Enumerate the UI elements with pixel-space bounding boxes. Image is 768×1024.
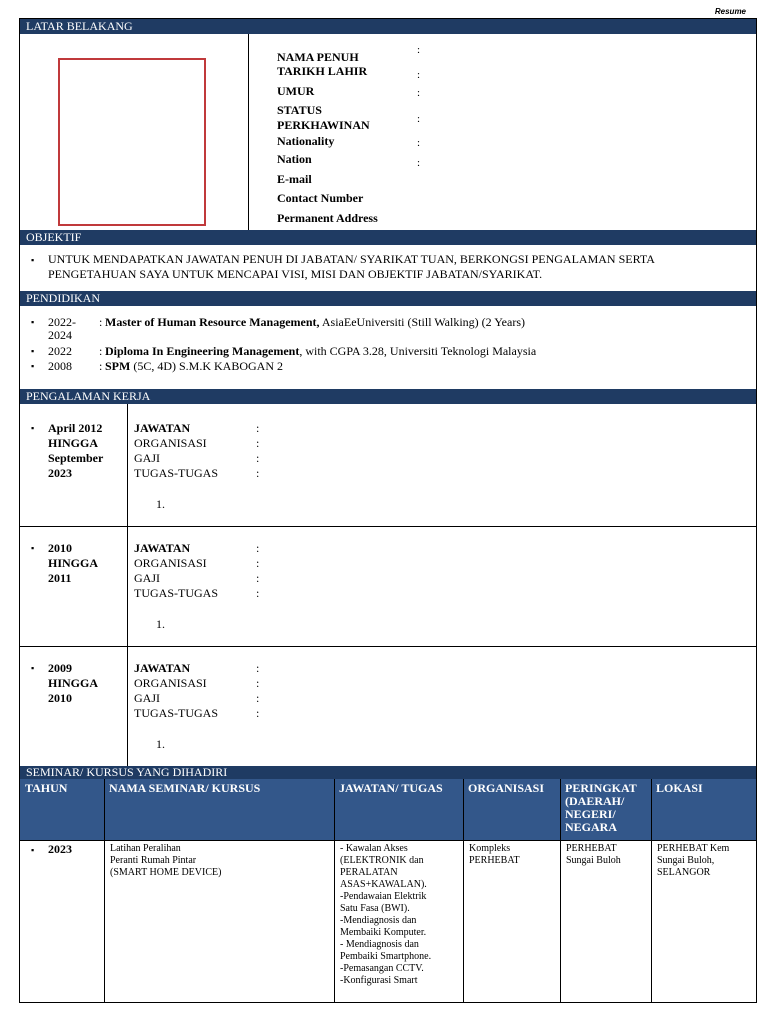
salary-label: GAJI: [134, 451, 160, 465]
education-entry: [105, 359, 283, 373]
field-colon: :: [417, 44, 421, 56]
education-qualification: Diploma In Engineering Management: [105, 344, 300, 358]
col-location-header: LOKASI: [651, 779, 756, 840]
field-colon: :: [417, 113, 421, 125]
education-entry: [105, 315, 525, 329]
duties-label: TUGAS-TUGAS: [134, 466, 218, 480]
section-header-experience: [20, 389, 756, 404]
table-cell-organisation: [463, 840, 560, 870]
cell-line: SELANGOR: [657, 867, 711, 878]
salary-label: GAJI: [134, 571, 160, 585]
bullet: ▪: [31, 317, 35, 327]
section-header-objective: [20, 230, 756, 245]
bullet: ▪: [31, 663, 35, 673]
education-qualification: SPM: [105, 359, 131, 373]
cell-line: PERALATAN: [340, 867, 398, 878]
divider: [20, 526, 756, 527]
cell-line: Kompleks: [469, 843, 511, 854]
job-colon: :: [256, 676, 260, 690]
duty-item: 1.: [156, 737, 165, 751]
section-title: PENGALAMAN KERJA: [26, 389, 151, 403]
job-colon: :: [256, 586, 260, 600]
education-year: 2024: [48, 328, 72, 342]
job-period: April 2012: [48, 421, 103, 435]
table-cell-duties: [334, 840, 463, 990]
section-title: OBJEKTIF: [26, 230, 82, 244]
salary-label: GAJI: [134, 691, 160, 705]
cell-line: -Pendawaian Elektrik: [340, 891, 427, 902]
table-cell-year: 2023: [48, 842, 72, 856]
field-colon: :: [417, 157, 421, 169]
job-colon: :: [256, 661, 260, 675]
field-label: NAMA PENUH: [277, 50, 359, 64]
job-colon: :: [256, 556, 260, 570]
divider: [20, 646, 756, 647]
table-border: [560, 779, 561, 1002]
field-colon: :: [417, 87, 421, 99]
cell-line: -Pemasangan CCTV.: [340, 963, 424, 974]
section-title: LATAR BELAKANG: [26, 19, 133, 33]
table-border: [463, 779, 464, 1002]
cell-line: -Mendiagnosis dan: [340, 915, 417, 926]
section-header-background: [20, 19, 756, 34]
cell-line: - Mendiagnosis dan: [340, 939, 419, 950]
cell-line: Peranti Rumah Pintar: [110, 855, 197, 866]
job-period: HINGGA: [48, 436, 99, 450]
duty-item: 1.: [156, 617, 165, 631]
cell-line: (SMART HOME DEVICE): [110, 867, 222, 878]
education-year: 2008: [48, 359, 72, 373]
bullet: ▪: [31, 845, 35, 855]
education-details: (5C, 4D) S.M.K KABOGAN 2: [130, 359, 284, 373]
education-year: 2022-: [48, 315, 76, 329]
job-title-label: JAWATAN: [134, 661, 191, 675]
field-label: TARIKH LAHIR: [277, 64, 368, 78]
bullet: ▪: [31, 346, 35, 356]
col-duties-header: JAWATAN/ TUGAS: [334, 779, 463, 840]
col-organisation-header: ORGANISASI: [463, 779, 560, 840]
job-title-label: JAWATAN: [134, 541, 191, 555]
bullet: ▪: [31, 543, 35, 553]
job-colon: :: [256, 466, 260, 480]
job-colon: :: [256, 436, 260, 450]
resume-label: Resume: [714, 7, 746, 16]
organisation-label: ORGANISASI: [134, 556, 207, 570]
duty-item: 1.: [156, 497, 165, 511]
job-period: 2009: [48, 661, 72, 675]
job-colon: :: [256, 421, 260, 435]
photo-placeholder: [58, 58, 206, 226]
cell-line: (ELEKTRONIK dan: [340, 855, 424, 866]
job-period: September: [48, 451, 104, 465]
cell-line: Sungai Buloh: [566, 855, 621, 866]
field-label: Nation: [277, 152, 312, 166]
table-cell-location: [651, 840, 756, 882]
divider: [248, 34, 249, 230]
field-label: Nationality: [277, 134, 335, 148]
duties-label: TUGAS-TUGAS: [134, 586, 218, 600]
resume-document: [19, 18, 757, 1003]
education-colon: :: [99, 315, 103, 329]
section-header-education: [20, 291, 756, 306]
field-colon: :: [417, 69, 421, 81]
cell-line: ASAS+KAWALAN).: [340, 879, 427, 890]
education-colon: :: [99, 344, 103, 358]
job-colon: :: [256, 541, 260, 555]
organisation-label: ORGANISASI: [134, 436, 207, 450]
education-details: AsiaEeUniversiti (Still Walking) (2 Years): [319, 315, 525, 329]
field-label: Permanent Address: [277, 211, 378, 225]
bullet: ▪: [31, 255, 35, 265]
bullet: ▪: [31, 423, 35, 433]
job-period: 2010: [48, 541, 72, 555]
cell-line: PERHEBAT: [566, 843, 617, 854]
cell-line: Sungai Buloh,: [657, 855, 715, 866]
col-year-header: TAHUN: [20, 779, 104, 840]
table-border: [104, 779, 105, 1002]
job-title-label: JAWATAN: [134, 421, 191, 435]
table-border: [651, 779, 652, 1002]
duties-label: TUGAS-TUGAS: [134, 706, 218, 720]
divider: [127, 404, 128, 766]
education-details: , with CGPA 3.28, Universiti Teknologi Malaysia: [299, 344, 537, 358]
field-label: PERKHAWINAN: [277, 118, 370, 132]
job-period: HINGGA: [48, 556, 99, 570]
job-colon: :: [256, 691, 260, 705]
job-period: HINGGA: [48, 676, 99, 690]
field-label: STATUS: [277, 103, 322, 117]
field-colon: :: [417, 137, 421, 149]
objective-line-2: PENGETAHUAN SAYA UNTUK MENCAPAI VISI, MISI DAN OBJEKTIF JABATAN/SYARIKAT.: [48, 267, 543, 281]
education-year: 2022: [48, 344, 72, 358]
job-period: 2011: [48, 571, 72, 585]
education-colon: :: [99, 359, 103, 373]
cell-line: PERHEBAT Kem: [657, 843, 730, 854]
section-title: PENDIDIKAN: [26, 291, 100, 305]
job-period: 2023: [48, 466, 72, 480]
field-label: Contact Number: [277, 191, 364, 205]
table-cell-seminar-name: [104, 840, 334, 882]
field-label: UMUR: [277, 84, 315, 98]
job-colon: :: [256, 571, 260, 585]
section-header-seminar: [20, 766, 756, 779]
cell-line: -Konfigurasi Smart: [340, 975, 418, 986]
objective-line-1: UNTUK MENDAPATKAN JAWATAN PENUH DI JABATAN/ SYARIKAT TUAN, BERKONGSI PENGALAMAN SERTA: [48, 252, 655, 266]
job-colon: :: [256, 451, 260, 465]
organisation-label: ORGANISASI: [134, 676, 207, 690]
cell-line: Satu Fasa (BWI).: [340, 903, 410, 914]
col-level-header: PERINGKAT (DAERAH/ NEGERI/ NEGARA: [560, 779, 651, 840]
cell-line: Membaiki Komputer.: [340, 927, 427, 938]
cell-line: PERHEBAT: [469, 855, 520, 866]
cell-line: Latihan Peralihan: [110, 843, 181, 854]
job-colon: :: [256, 706, 260, 720]
job-period: 2010: [48, 691, 72, 705]
section-title: SEMINAR/ KURSUS YANG DIHADIRI: [26, 765, 228, 779]
field-label: E-mail: [277, 172, 312, 186]
bullet: ▪: [31, 361, 35, 371]
education-entry: [105, 344, 536, 358]
col-seminar-name-header: NAMA SEMINAR/ KURSUS: [104, 779, 334, 840]
education-qualification: Master of Human Resource Management,: [105, 315, 320, 329]
table-cell-level: [560, 840, 651, 870]
cell-line: - Kawalan Akses: [340, 843, 408, 854]
cell-line: Pembaiki Smartphone.: [340, 951, 432, 962]
